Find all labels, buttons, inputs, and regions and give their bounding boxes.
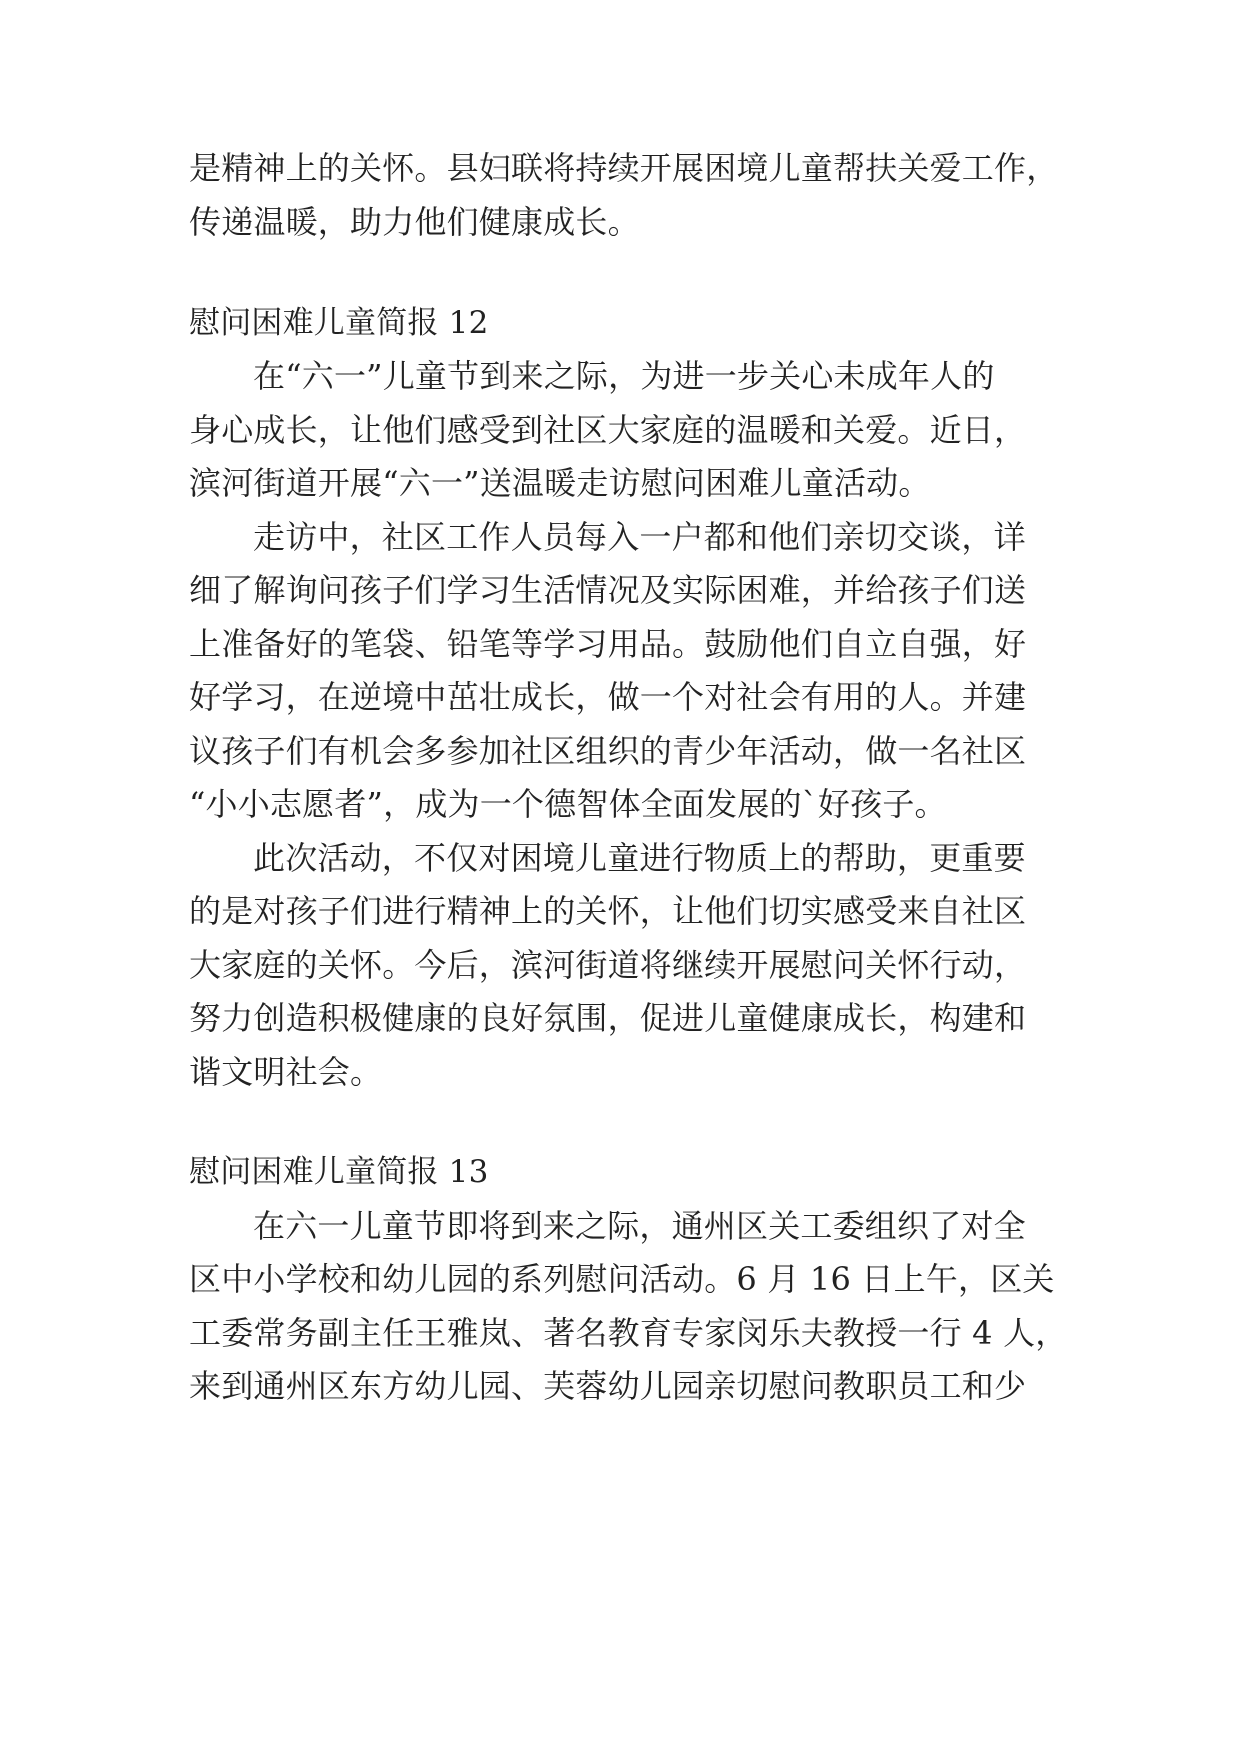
s12-p2-line-2: 细了解询问孩子们学习生活情况及实际困难，并给孩子们送: [189, 571, 1027, 609]
s12-p2-line-5: 议孩子们有机会多参加社区组织的青少年活动，做一名社区: [189, 732, 1027, 770]
s12-p2-line-1: 走访中，社区工作人员每入一户都和他们亲切交谈，详: [253, 518, 1026, 556]
s12-p2-line-3: 上准备好的笔袋、铅笔等学习用品。鼓励他们自立自强，好: [189, 625, 1027, 663]
s13-p1-line-3: 工委常务副主任王雅岚、著名教育专家闵乐夫教授一行 4 人，: [189, 1314, 1068, 1352]
intro-line-1: 是精神上的关怀。县妇联将持续开展困境儿童帮扶关爱工作，: [189, 149, 1059, 187]
s12-p2-line-6: “小小志愿者”，成为一个德智体全面发展的`好孩子。: [189, 785, 947, 823]
s13-p1-line-2: 区中小学校和幼儿园的系列慰问活动。6 月 16 日上午，区关: [189, 1260, 1055, 1298]
s13-p1-line-4: 来到通州区东方幼儿园、芙蓉幼儿园亲切慰问教职员工和少: [189, 1367, 1027, 1405]
s12-p3-line-4: 努力创造积极健康的良好氛围，促进儿童健康成长，构建和: [189, 999, 1027, 1037]
s12-p1-line-2: 身心成长，让他们感受到社区大家庭的温暖和关爱。近日，: [189, 411, 1027, 449]
s12-p1-line-3: 滨河街道开展“六一”送温暖走访慰问困难儿童活动。: [189, 464, 931, 502]
section-13-title: 慰问困难儿童简报 13: [189, 1154, 489, 1190]
s12-p2-line-4: 好学习，在逆境中茁壮成长，做一个对社会有用的人。并建: [189, 678, 1027, 716]
s12-p3-line-3: 大家庭的关怀。今后，滨河街道将继续开展慰问关怀行动，: [189, 946, 1027, 984]
s12-p3-line-2: 的是对孩子们进行精神上的关怀，让他们切实感受来自社区: [189, 892, 1027, 930]
intro-line-2: 传递温暖，助力他们健康成长。: [189, 203, 640, 241]
s13-p1-line-1: 在六一儿童节即将到来之际，通州区关工委组织了对全: [253, 1207, 1026, 1245]
section-12-title: 慰问困难儿童简报 12: [189, 305, 489, 341]
s12-p1-line-1: 在“六一”儿童节到来之际，为进一步关心未成年人的: [253, 357, 995, 395]
s12-p3-line-1: 此次活动，不仅对困境儿童进行物质上的帮助，更重要: [253, 839, 1026, 877]
s12-p3-line-5: 谐文明社会。: [189, 1053, 383, 1091]
